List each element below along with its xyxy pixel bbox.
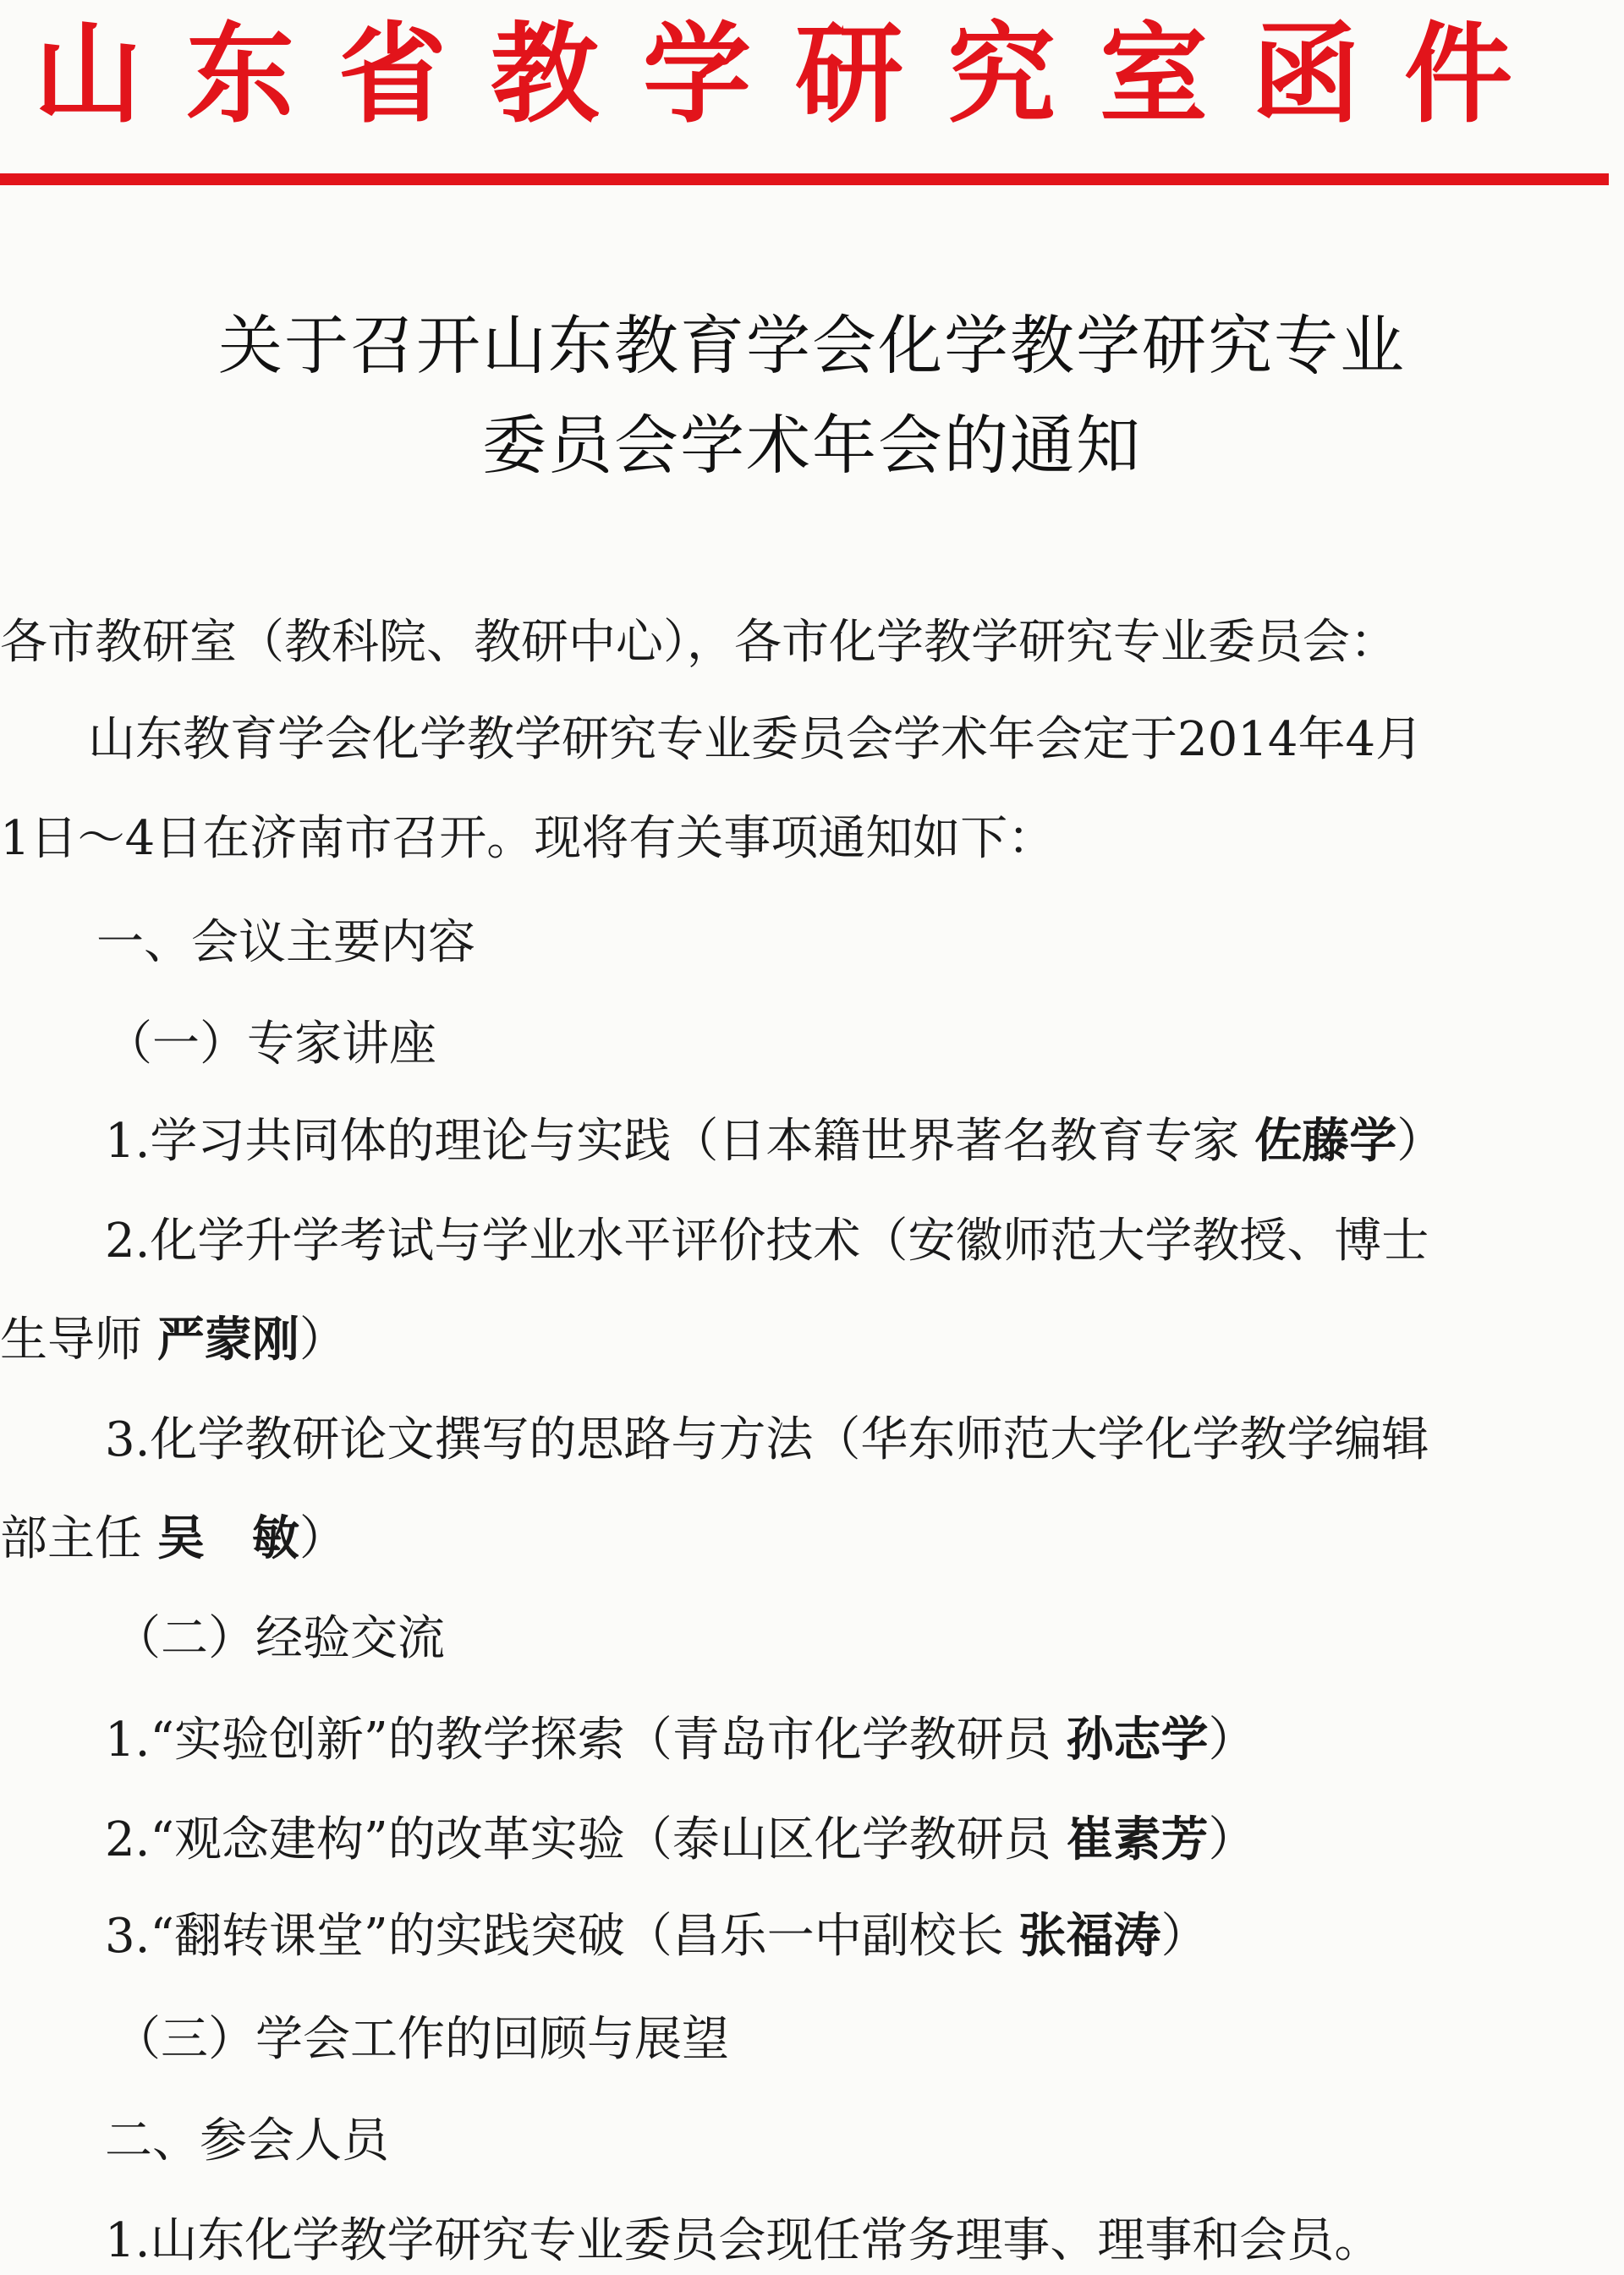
lecture-item-3-cont: [0, 1505, 347, 1573]
exchange-item-3: [105, 1903, 1209, 1971]
exchange-item-2-speaker: 崔素芳: [1066, 1812, 1209, 1867]
section-1-sub-2-heading: （二）经验交流: [113, 1611, 445, 1666]
letterhead-red-rule: [0, 173, 1609, 185]
attendee-item-1: 1.山东化学教学研究专业委员会现任常务理事、理事和会员。: [105, 2213, 1382, 2268]
exchange-item-2: [105, 1806, 1256, 1874]
document-title: [0, 296, 1624, 496]
letterhead: [0, 0, 1624, 169]
lecture-item-2-text: 2.化学升学考试与学业水平评价技术（安徽师范大学教授、博士: [105, 1214, 1429, 1269]
lecture-item-3-close: ）: [299, 1511, 347, 1566]
exchange-item-3-speaker: 张福涛: [1018, 1909, 1161, 1964]
document-title-line-2: 委员会学术年会的通知: [482, 408, 1142, 483]
exchange-item-1-speaker: 孙志学: [1066, 1713, 1209, 1768]
lecture-item-3-speaker: 吴 敏: [156, 1511, 299, 1566]
lecture-item-1-speaker: 佐藤学: [1254, 1114, 1397, 1169]
lecture-item-1-text: 1.学习共同体的理论与实践（日本籍世界著名教育专家: [105, 1114, 1240, 1169]
section-1-sub-1-heading: （一）专家讲座: [105, 1017, 436, 1072]
section-1-heading: 一、会议主要内容: [96, 915, 475, 970]
intro-line-2: 1日～4日在济南市召开。现将有关事项通知如下：: [0, 811, 1056, 866]
intro-line-1: 山东教育学会化学教学研究专业委员会学术年会定于2014年4月: [88, 712, 1424, 767]
lecture-item-2-close: ）: [299, 1313, 347, 1368]
exchange-item-2-text: 2.“观念建构”的改革实验（泰山区化学教研员: [105, 1812, 1051, 1867]
lecture-item-3-cont-text: 部主任: [0, 1511, 142, 1566]
lecture-item-2-cont-text: 生导师: [0, 1313, 142, 1368]
salutation: 各市教研室（教科院、教研中心），各市化学教学研究专业委员会：: [0, 615, 1397, 670]
exchange-item-1: [105, 1707, 1256, 1774]
lecture-item-1: [105, 1108, 1444, 1176]
exchange-item-3-close: ）: [1160, 1909, 1209, 1964]
exchange-item-1-close: ）: [1208, 1713, 1256, 1768]
lecture-item-2: [105, 1208, 1429, 1275]
lecture-item-2-cont: [0, 1307, 347, 1374]
lecture-item-2-speaker: 严蒙刚: [156, 1313, 299, 1368]
exchange-item-3-text: 3.“翻转课堂”的实践突破（昌乐一中副校长: [105, 1909, 1004, 1964]
lecture-item-1-close: ）: [1396, 1114, 1445, 1169]
exchange-item-2-close: ）: [1208, 1812, 1256, 1867]
document-title-line-1: 关于召开山东教育学会化学教学研究专业: [218, 308, 1406, 383]
letterhead-title: 山东省教学研究室函件: [34, 12, 1557, 138]
lecture-item-3-text: 3.化学教研论文撰写的思路与方法（华东师范大学化学教学编辑: [105, 1412, 1429, 1467]
section-1-sub-3-heading: （三）学会工作的回顾与展望: [113, 2012, 729, 2067]
lecture-item-3: [105, 1406, 1429, 1474]
exchange-item-1-text: 1.“实验创新”的教学探索（青岛市化学教研员: [105, 1713, 1051, 1768]
section-2-heading: 二、参会人员: [105, 2113, 389, 2168]
